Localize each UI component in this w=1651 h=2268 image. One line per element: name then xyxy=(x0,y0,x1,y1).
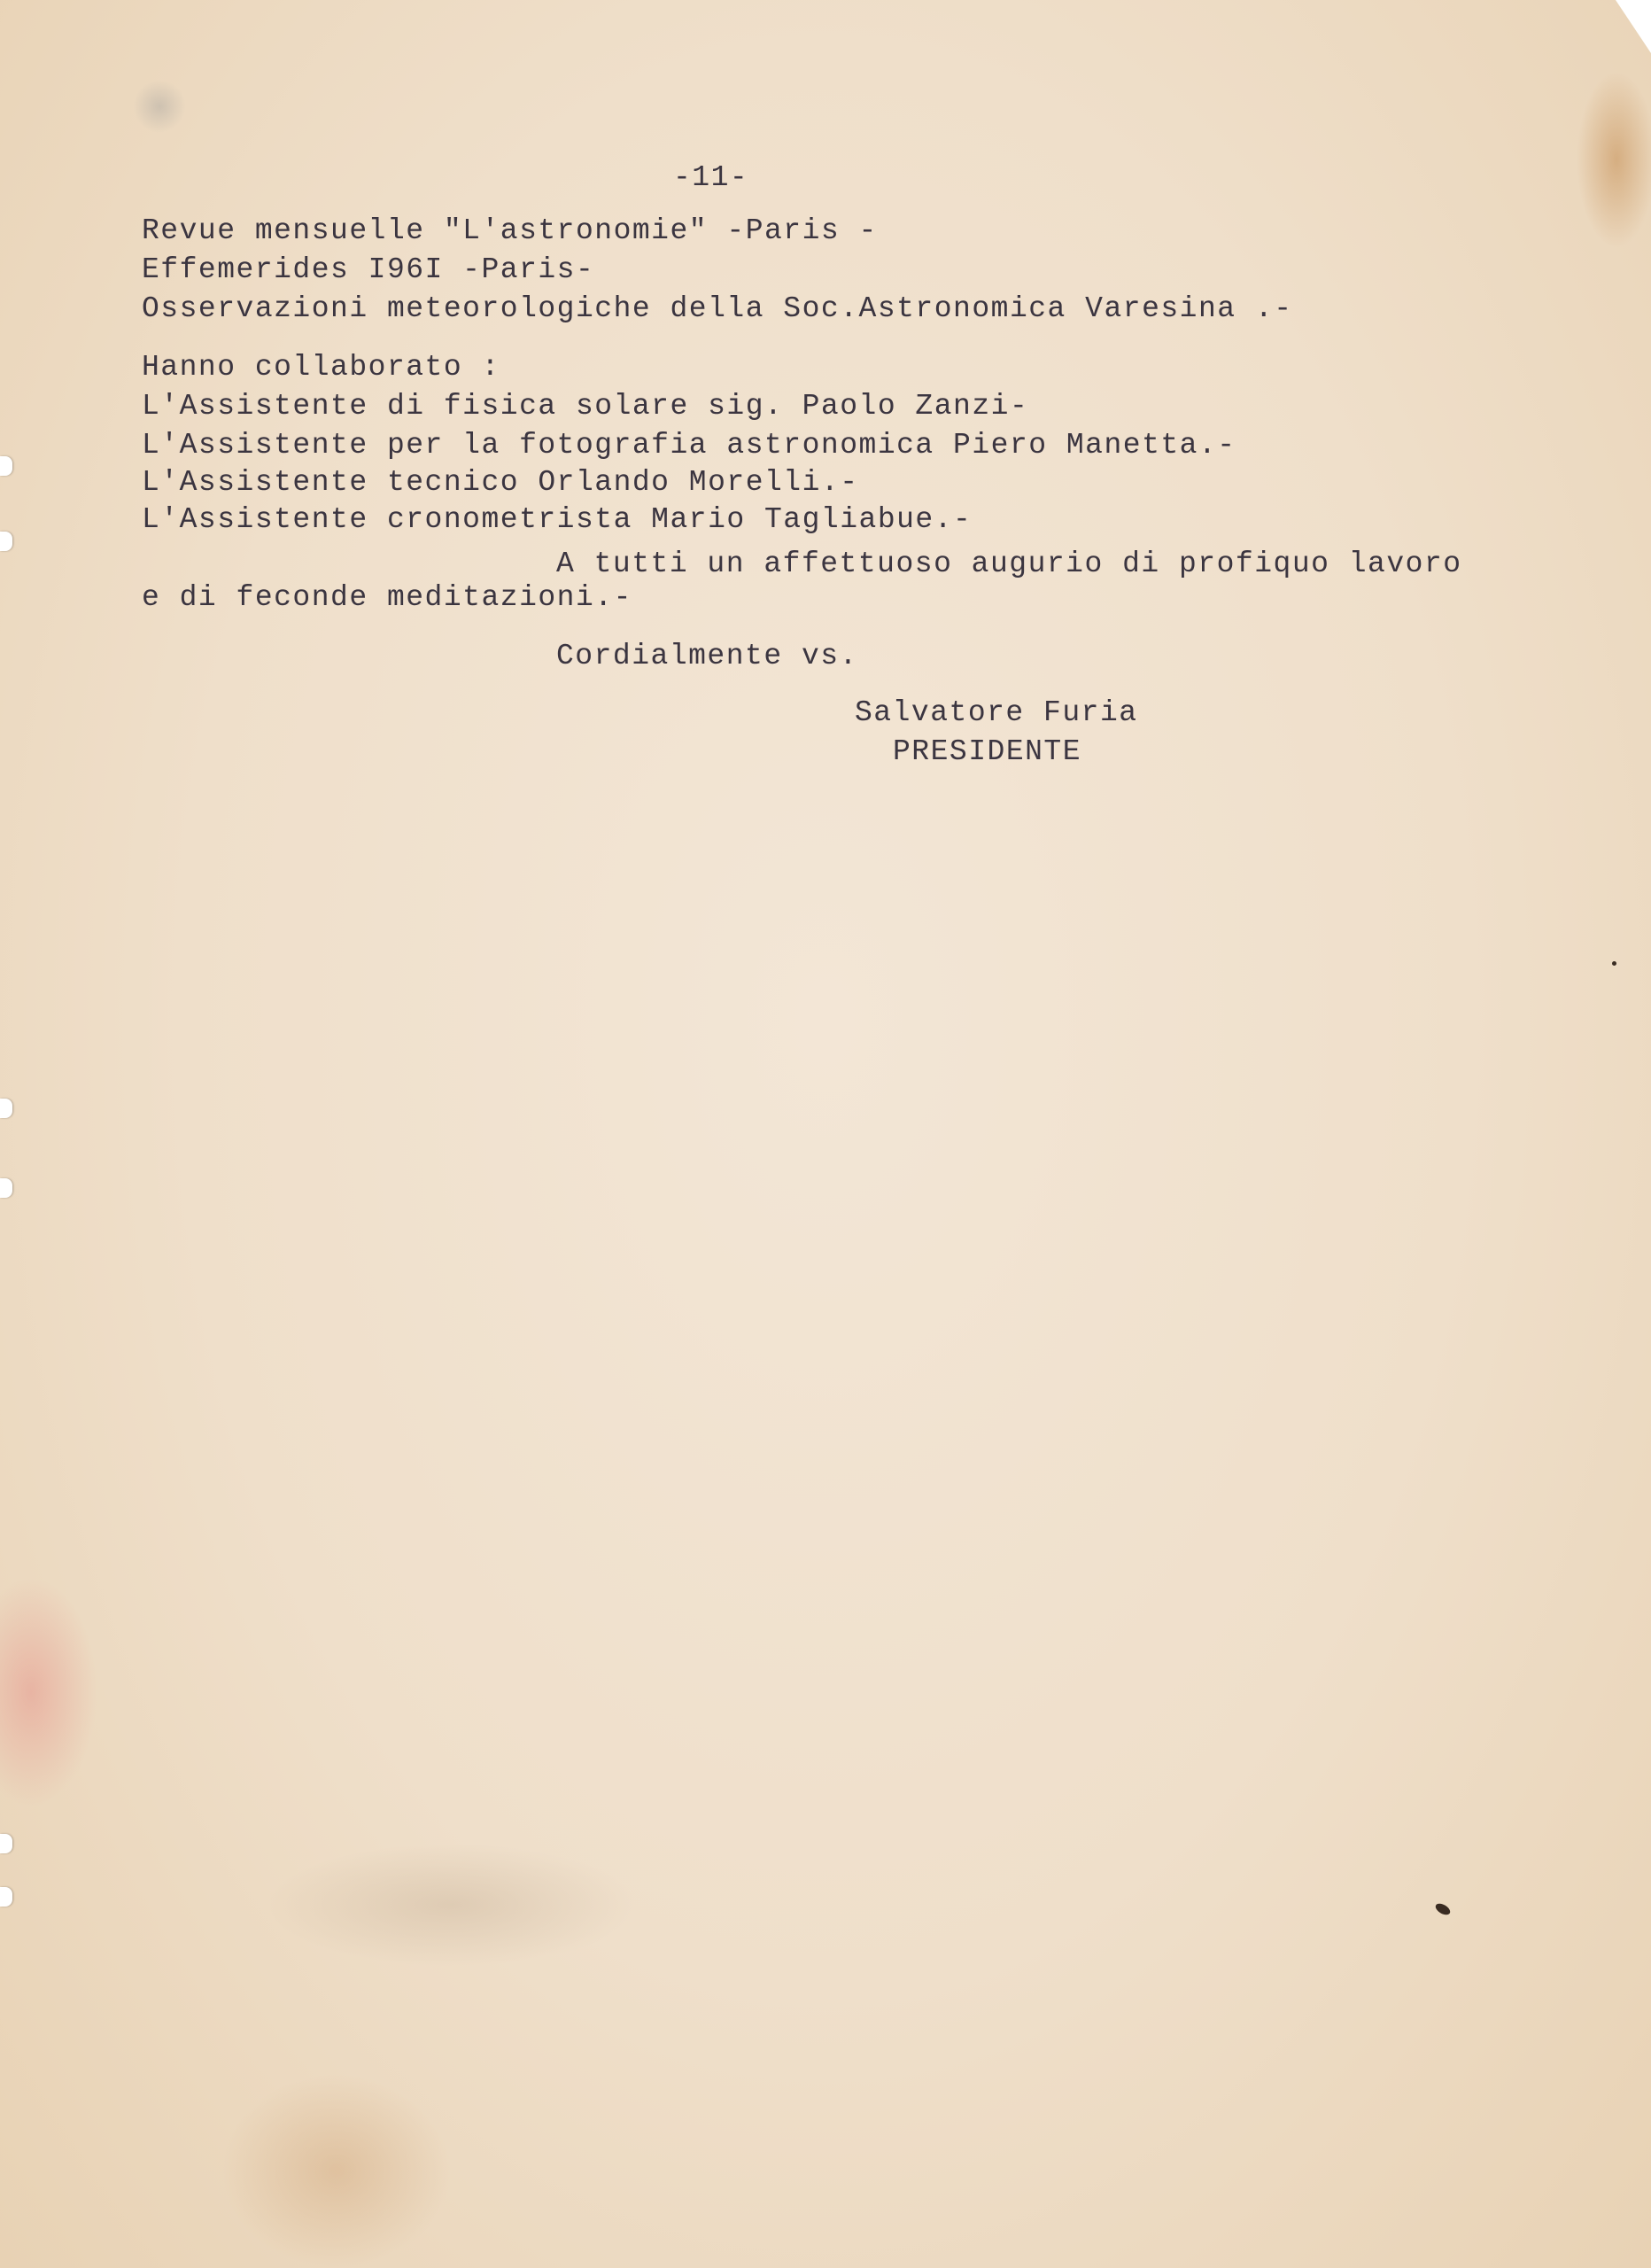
reference-line: Revue mensuelle "L'astronomie" -Paris - xyxy=(142,214,878,247)
signature-title: PRESIDENTE xyxy=(893,735,1082,768)
reference-line: Effemerides I96I -Paris- xyxy=(142,253,595,286)
ink-speck xyxy=(1612,961,1616,966)
collaborator-line: L'Assistente tecnico Orlando Morelli.- xyxy=(142,466,859,499)
stain xyxy=(133,80,186,133)
stain xyxy=(221,2073,452,2268)
reference-line: Osservazioni meteorologiche della Soc.Astronomica Varesina .- xyxy=(142,292,1293,325)
page-number: -11- xyxy=(673,161,749,194)
collaborator-line: L'Assistente di fisica solare sig. Paolo Zanzi- xyxy=(142,390,1029,423)
collaborator-line: L'Assistente cronometrista Mario Tagliabue.- xyxy=(142,503,973,536)
stain xyxy=(266,1843,638,1967)
salutation: Cordialmente vs. xyxy=(556,640,858,672)
collaborator-line: L'Assistente per la fotografia astronomica Piero Manetta.- xyxy=(142,429,1236,462)
binding-hole xyxy=(0,1099,12,1118)
typed-text xyxy=(0,0,1462,768)
binding-hole xyxy=(0,1834,12,1853)
binding-hole xyxy=(0,1887,12,1907)
closing-line: e di feconde meditazioni.- xyxy=(142,581,632,614)
stain xyxy=(1577,71,1651,248)
collaborators-heading: Hanno collaborato : xyxy=(142,351,500,384)
ink-speck xyxy=(1434,1901,1453,1917)
torn-corner xyxy=(1616,0,1651,53)
binding-hole xyxy=(0,1178,12,1198)
signature-name: Salvatore Furia xyxy=(855,696,1138,729)
closing-line: A tutti un affettuoso augurio di profiquo lavoro xyxy=(556,548,1462,580)
